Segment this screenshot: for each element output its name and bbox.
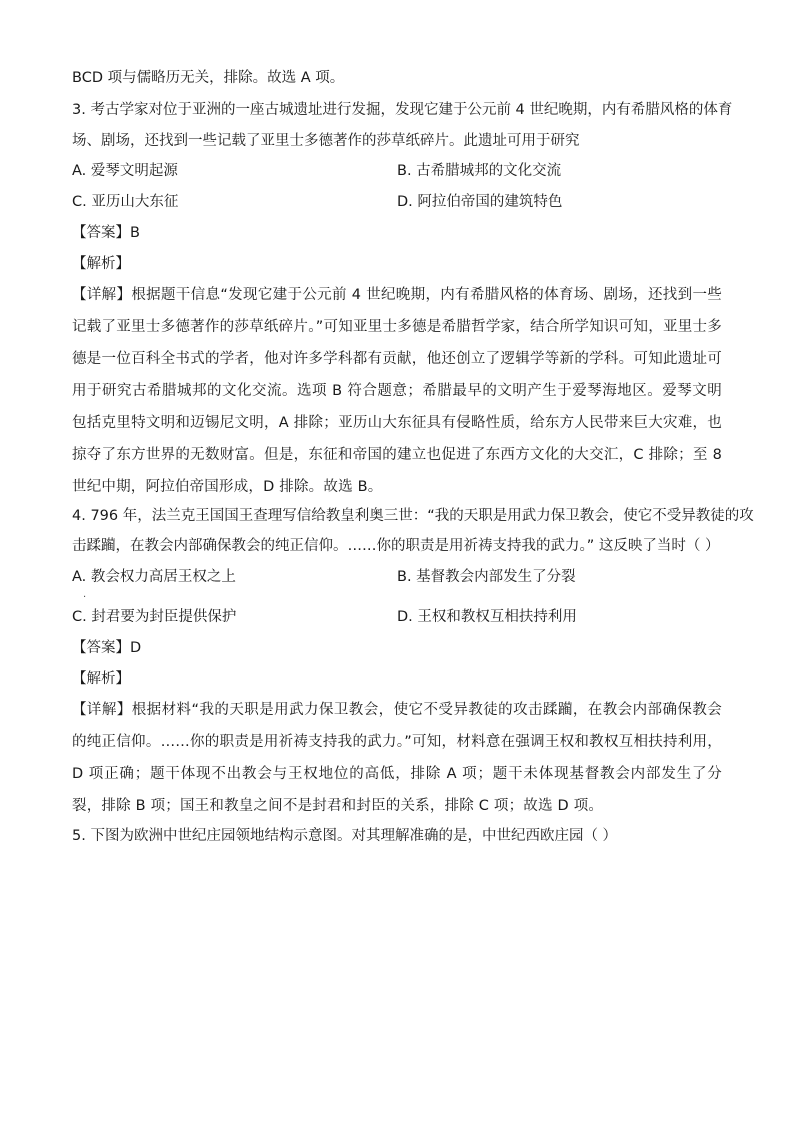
- question-4-option-c: C. 封君要为封臣提供保护: [72, 609, 237, 625]
- question-3-stem-line-2: 场、剧场，还找到一些记载了亚里士多德著作的莎草纸碎片。此遗址可用于研究: [72, 133, 580, 149]
- question-3-analysis-label: 【解析】: [72, 256, 130, 272]
- question-4-answer: 【答案】D: [72, 640, 142, 656]
- question-3-option-c: C. 亚历山大东征: [72, 194, 179, 210]
- question-3-detail: 【详解】根据题干信息“发现它建于公元前 4 世纪晚期，内有希腊风格的体育场、剧场，还找到一些记载了亚里士多德著作的莎草纸碎片。”可知亚里士多德是希腊哲学家，结合所学知识可知，亚里士多德是一位百科全书式的学者，他对许多学科都有贡献，他还创立了逻辑学等新的学科。可知此遗址可用于研究古希腊城邦的文化交流。选项 B 符合题意；希腊最早的文明产生于爱琴海地区。爱琴文明包括克里特文明和迈锡尼文明，A 排除；亚历山大东征具有侵略性质，给东方人民带来巨大灾难，也掠夺了东方世界的无数财富。但是，东征和帝国的建立也促进了东西方文化的大交汇，C 排除；至 8 世纪中期，阿拉伯帝国形成，D 排除。故选 B。: [72, 287, 722, 495]
- question-4-stem-line-2: 击蹂躏，在教会内部确保教会的纯正信仰。……你的职责是用祈祷支持我的武力。” 这反映了当时（ ）: [72, 538, 720, 554]
- question-5-stem: 5. 下图为欧洲中世纪庄园领地结构示意图。对其理解准确的是，中世纪西欧庄园（ ）: [72, 828, 618, 844]
- question-3-stem-line-1: 3. 考古学家对位于亚洲的一座古城遗址进行发掘，发现它建于公元前 4 世纪晚期，内有希腊风格的体育: [72, 102, 733, 118]
- question-3-option-b: B. 古希腊城邦的文化交流: [397, 163, 562, 179]
- question-4-detail: 【详解】根据材料“我的天职是用武力保卫教会，使它不受异教徒的攻击蹂躏，在教会内部确保教会的纯正信仰。……你的职责是用祈祷支持我的武力。”可知，材料意在强调王权和教权互相扶持利用，D 项正确；题干体现不出教会与王权地位的高低，排除 A 项；题干未体现基督教会内部发生了分裂，排除 B 项；国王和教皇之间不是封君和封臣的关系，排除 C 项；故选 D 项。: [72, 702, 722, 814]
- question-4-analysis-label: 【解析】: [72, 671, 130, 687]
- previous-answer-tail: BCD 项与儒略历无关，排除。故选 A 项。: [72, 70, 345, 86]
- stray-dot-mark: ·: [83, 592, 87, 603]
- question-4-option-d: D. 王权和教权互相扶持利用: [397, 609, 577, 625]
- question-3-option-d: D. 阿拉伯帝国的建筑特色: [397, 194, 563, 210]
- question-4-option-b: B. 基督教会内部发生了分裂: [397, 569, 576, 585]
- question-4-stem-line-1: 4. 796 年，法兰克王国国王查理写信给教皇利奥三世：“我的天职是用武力保卫教会，使它不受异教徒的攻: [72, 508, 754, 524]
- question-3-option-a: A. 爱琴文明起源: [72, 163, 178, 179]
- question-3-answer: 【答案】B: [72, 225, 140, 241]
- question-4-option-a: A. 教会权力高居王权之上: [72, 569, 236, 585]
